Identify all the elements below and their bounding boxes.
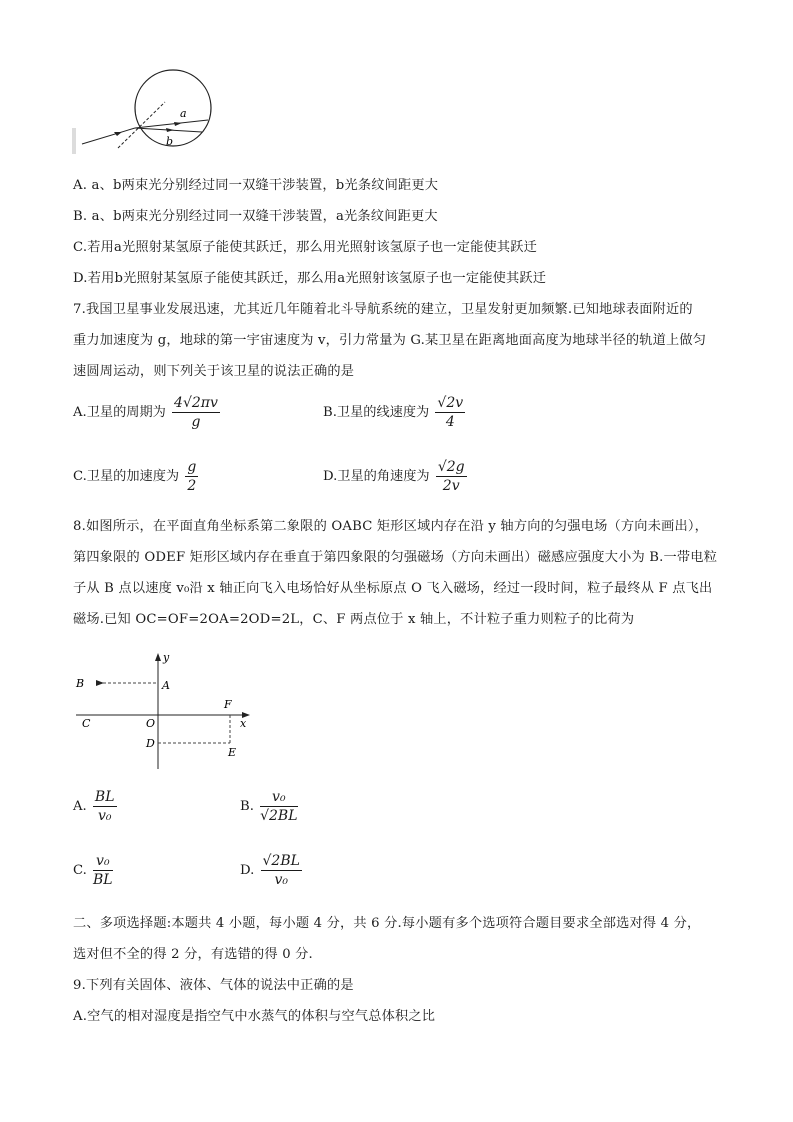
q8-option-b-denominator: √2BL <box>260 808 298 824</box>
q8-option-a-letter: A. <box>73 799 87 814</box>
q7-option-a-denominator: g <box>191 414 201 430</box>
q8-stem-line-2: 第四象限的 ODEF 矩形区域内存在垂直于第四象限的匀强磁场（方向未画出）磁感应强度大小为 B.一带电粒 <box>73 550 718 565</box>
velocity-arrow <box>96 680 104 686</box>
q8-option-d-letter: D. <box>240 863 255 878</box>
q8-option-c-letter: C. <box>73 863 87 878</box>
q7-option-b-denominator: 4 <box>445 414 455 430</box>
q8-option-b-numerator: v₀ <box>260 789 297 807</box>
q8-option-a-numerator: BL <box>94 789 115 805</box>
q6-option-a: A. a、b两束光分别经过同一双缝干涉装置，b光条纹间距更大 <box>73 178 439 193</box>
q7-option-d-numerator: √2g <box>437 459 465 475</box>
q7-option-c-numerator: g <box>187 459 197 475</box>
q7-option-b-numerator: √2v <box>437 395 464 411</box>
q8-option-a-fraction <box>93 789 117 824</box>
q7-option-a-numerator: 4√2πv <box>174 395 218 411</box>
q8-option-a <box>73 789 117 824</box>
label-d-point: D <box>146 737 155 750</box>
q7-option-c-text: C.卫星的加速度为 <box>73 469 180 484</box>
ray-a <box>135 120 208 128</box>
q7-option-c-fraction <box>185 459 198 494</box>
label-a-point: A <box>162 679 170 692</box>
q8-option-c-denominator: BL <box>93 872 113 888</box>
q8-option-b-fraction <box>260 789 297 824</box>
section-2-header-line-1: 二、多项选择题:本题共 4 小题，每小题 4 分，共 6 分.每小题有多个选项符合题目要求全部选对得 4 分， <box>73 916 701 931</box>
q8-stem-line-4: 磁场.已知 OC=OF=2OA=2OD=2L，C、F 两点位于 x 轴上，不计粒子重力则粒子的比荷为 <box>73 612 635 627</box>
y-axis-arrow <box>155 653 161 661</box>
q8-option-c <box>73 853 113 888</box>
q7-option-a-text: A.卫星的周期为 <box>73 405 166 420</box>
label-a: a <box>180 107 187 120</box>
q7-option-b-fraction <box>435 395 465 430</box>
q7-option-c <box>73 459 198 494</box>
q8-option-b <box>240 789 298 824</box>
q7-stem-line-2: 重力加速度为 g，地球的第一宇宙速度为 v，引力常量为 G.某卫星在距离地面高度为地球半径的轨道上做匀 <box>73 333 707 348</box>
q8-option-d-fraction <box>261 853 302 888</box>
label-b-point: B <box>76 677 85 690</box>
q7-option-c-denominator: 2 <box>187 478 197 494</box>
q8-option-d-numerator: √2BL <box>262 853 300 869</box>
q7-option-d-denominator: 2v <box>442 478 460 494</box>
q7-option-b <box>323 395 465 430</box>
q9-option-a: A.空气的相对湿度是指空气中水蒸气的体积与空气总体积之比 <box>73 1009 436 1024</box>
q8-option-a-denominator: v₀ <box>97 808 112 824</box>
q7-option-d-fraction <box>436 459 467 494</box>
q8-option-c-fraction <box>93 853 113 888</box>
refraction-figure <box>70 66 220 156</box>
label-b: b <box>166 135 174 148</box>
q8-stem-line-3: 子从 B 点以速度 v₀沿 x 轴正向飞入电场恰好从坐标原点 O 飞入磁场，经过一段时间，粒子最终从 F 点飞出 <box>73 581 713 596</box>
q6-option-b: B. a、b两束光分别经过同一双缝干涉装置，a光条纹间距更大 <box>73 209 438 224</box>
q8-option-d-denominator: v₀ <box>274 872 288 888</box>
q8-option-b-letter: B. <box>240 799 254 814</box>
label-e-point: E <box>228 746 237 759</box>
q7-stem-line-1: 7.我国卫星事业发展迅速，尤其近几年随着北斗导航系统的建立，卫星发射更加频繁.已知地球表面附近的 <box>73 302 693 317</box>
q7-option-a <box>73 395 220 430</box>
incident-ray <box>82 128 135 144</box>
label-y: y <box>163 651 170 664</box>
ray-b-arrow-head <box>166 128 174 132</box>
label-c-point: C <box>82 717 91 730</box>
q7-option-d-text: D.卫星的角速度为 <box>323 469 430 484</box>
q7-option-b-text: B.卫星的线速度为 <box>323 405 430 420</box>
label-o-point: O <box>146 717 156 730</box>
left-edge-artifact <box>72 128 76 154</box>
label-x: x <box>240 717 247 730</box>
q6-option-d: D.若用b光照射某氢原子能使其跃迁，那么用a光照射该氢原子也一定能使其跃迁 <box>73 271 547 286</box>
q7-option-d <box>323 459 467 494</box>
q7-option-a-fraction <box>172 395 220 430</box>
section-2-header-line-2: 选对但不全的得 2 分，有选错的得 0 分. <box>73 947 313 962</box>
q8-stem-line-1: 8.如图所示，在平面直角坐标系第二象限的 OABC 矩形区域内存在沿 y 轴方向的匀强电场（方向未画出）， <box>73 519 709 534</box>
q9-stem: 9.下列有关固体、液体、气体的说法中正确的是 <box>73 978 354 993</box>
q7-stem-line-3: 速圆周运动，则下列关于该卫星的说法正确的是 <box>73 364 355 379</box>
coordinate-figure <box>70 645 260 775</box>
label-f-point: F <box>224 698 232 711</box>
q6-option-c: C.若用a光照射某氢原子能使其跃迁，那么用光照射该氢原子也一定能使其跃迁 <box>73 240 538 255</box>
q8-option-c-numerator: v₀ <box>93 853 113 871</box>
q8-option-d <box>240 853 302 888</box>
